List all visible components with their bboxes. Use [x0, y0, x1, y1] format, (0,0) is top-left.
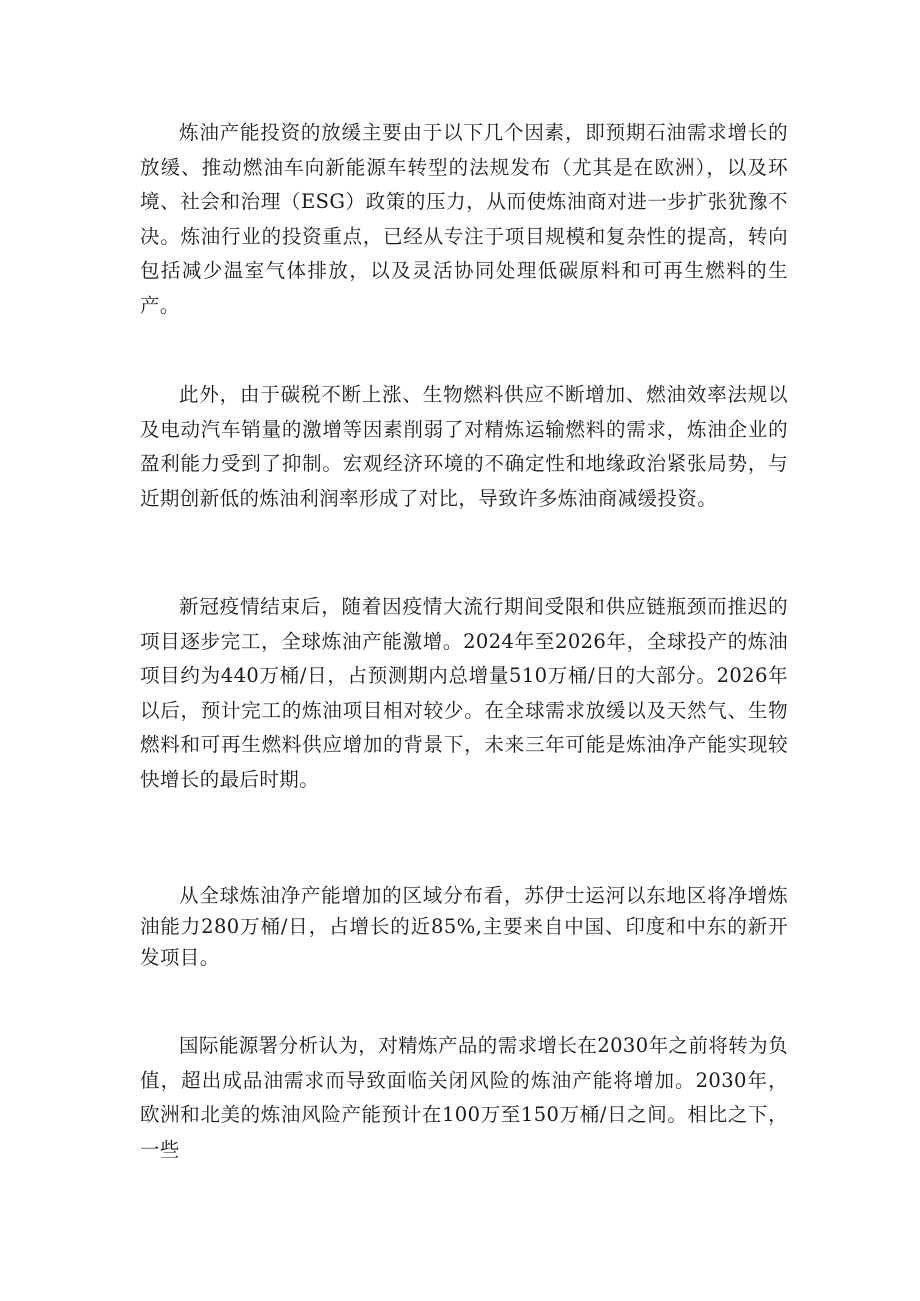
paragraph-regional-distribution: 从全球炼油净产能增加的区域分布看，苏伊士运河以东地区将净增炼油能力280万桶/日，占增长的近85%,主要来自中国、印度和中东的新开发项目。 — [140, 884, 788, 969]
paragraph-capacity-surge: 新冠疫情结束后，随着因疫情大流行期间受限和供应链瓶颈而推迟的项目逐步完工，全球炼油产能激增。2024年至2026年，全球投产的炼油项目约为440万桶/日，占预测期内总增量510万桶/日的大部分。2026年以后，预计完工的炼油项目相对较少。在全球需求放缓以及天然气、生物燃料和可再生燃料供应增加的背景下，未来三年可能是炼油净产能实现较快增长的最后时期。 — [140, 595, 788, 791]
paragraph-refining-investment-slowdown: 炼油产能投资的放缓主要由于以下几个因素，即预期石油需求增长的放缓、推动燃油车向新能源车转型的法规发布（尤其是在欧洲），以及环境、社会和治理（ESG）政策的压力，从而使炼油商对进一步扩张犹豫不决。炼油行业的投资重点，已经从专注于项目规模和复杂性的提高，转向包括减少温室气体排放，以及灵活协同处理低碳原料和可再生燃料的生产。 — [140, 121, 788, 317]
paragraph-iea-analysis: 国际能源署分析认为，对精炼产品的需求增长在2030年之前将转为负值，超出成品油需求而导致面临关闭风险的炼油产能将增加。2030年，欧洲和北美的炼油风险产能预计在100万至150万桶/日之间。相比之下，一些 — [140, 1034, 788, 1161]
paragraph-profitability-suppressed: 此外，由于碳税不断上涨、生物燃料供应不断增加、燃油效率法规以及电动汽车销量的激增等因素削弱了对精炼运输燃料的需求，炼油企业的盈利能力受到了抑制。宏观经济环境的不确定性和地缘政治紧张局势，与近期创新低的炼油利润率形成了对比，导致许多炼油商减缓投资。 — [140, 383, 788, 510]
